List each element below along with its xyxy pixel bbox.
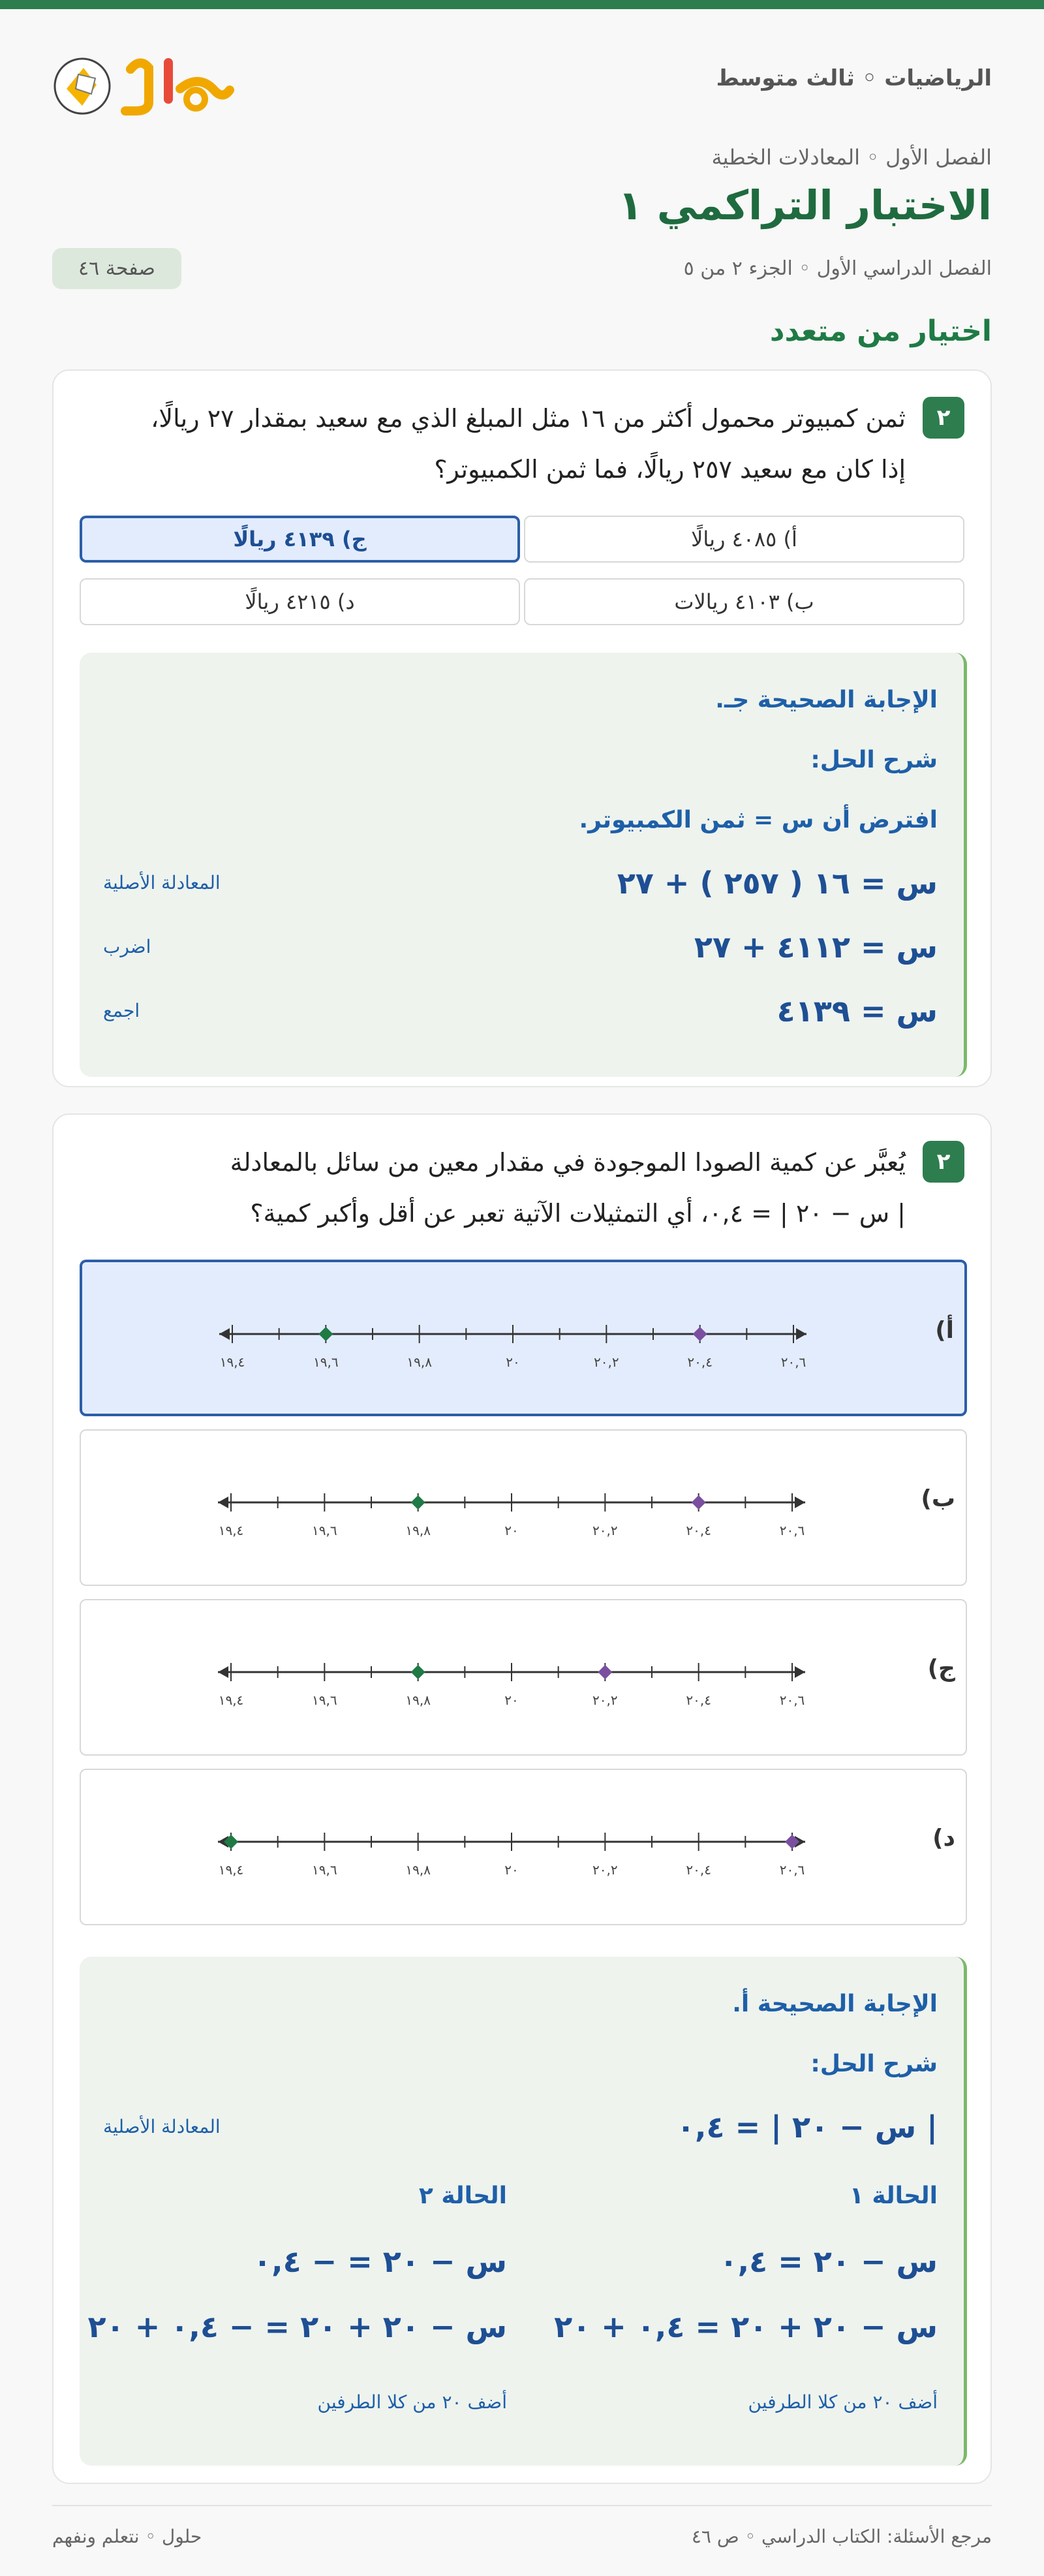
tick-label: ٢٠,٦ xyxy=(779,1692,805,1708)
case-1-equation-2: س − ٢٠ + ٢٠ = ٠,٤ + ٢٠ xyxy=(554,2309,938,2344)
tick-label: ٢٠ xyxy=(506,1354,520,1370)
solution-box-2 xyxy=(80,1957,967,2466)
case-2-heading: الحالة ٢ xyxy=(418,2182,507,2209)
left-arrow xyxy=(218,1666,228,1678)
equation-step-2: س = ٤١١٢ + ٢٧ xyxy=(694,929,938,965)
left-arrow xyxy=(218,1497,228,1508)
case-1-heading: الحالة ١ xyxy=(849,2182,938,2209)
page-title: الاختبار التراكمي ١ xyxy=(618,181,992,229)
option-b-numberline[interactable] xyxy=(80,1429,967,1586)
question-text-line-2: | س − ٢٠ | = ٠,٤، أي التمثيلات الآتية تعبر عن أقل وأكبر كمية؟ xyxy=(250,1199,906,1228)
tick-label: ١٩,٤ xyxy=(218,1692,244,1708)
case-1-equation-1: س − ٢٠ = ٠,٤ xyxy=(719,2244,938,2279)
question-number: ٢ xyxy=(923,397,964,439)
tick-label: ٢٠ xyxy=(504,1692,519,1708)
tick-label: ٢٠,٦ xyxy=(780,1354,806,1370)
option-a[interactable]: أ) ٤٠٨٥ ريالًا xyxy=(524,516,964,563)
tick-label: ١٩,٤ xyxy=(218,1862,244,1878)
option-a-numberline[interactable] xyxy=(80,1260,967,1416)
case-2-equation-2: س − ٢٠ + ٢٠ = − ٠,٤ + ٢٠ xyxy=(87,2309,507,2344)
tick-label: ١٩,٦ xyxy=(312,1862,337,1878)
right-arrow xyxy=(795,1666,805,1678)
option-c-numberline[interactable] xyxy=(80,1599,967,1756)
solution-box-1 xyxy=(80,653,967,1077)
step-note-2: اضرب xyxy=(103,936,151,957)
tick-label: ١٩,٨ xyxy=(407,1354,432,1370)
max-point xyxy=(692,1495,706,1510)
tick-label: ٢٠,٤ xyxy=(686,1692,711,1708)
footer-divider xyxy=(52,2505,992,2506)
step-note-3: اجمع xyxy=(103,1000,140,1021)
option-label: أ) xyxy=(935,1317,954,1344)
option-label: ج) xyxy=(927,1655,955,1682)
tick-label: ١٩,٨ xyxy=(405,1862,431,1878)
question-text-line-1: ثمن كمبيوتر محمول أكثر من ١٦ مثل المبلغ الذي مع سعيد بمقدار ٢٧ ريالًا، xyxy=(151,404,906,433)
tick-label: ٢٠,٢ xyxy=(594,1354,619,1370)
number-line xyxy=(192,1653,844,1724)
equation-step-3: س = ٤١٣٩ xyxy=(776,993,938,1029)
right-arrow xyxy=(796,1328,806,1340)
question-card-1 xyxy=(52,369,992,1087)
solution-assumption: افترض أن س = ثمن الكمبيوتر. xyxy=(579,807,938,833)
question-text-line-1: يُعبَّر عن كمية الصودا الموجودة في مقدار معين من سائل بالمعادلة xyxy=(230,1148,906,1177)
footer-reference: مرجع الأسئلة: الكتاب الدراسي ◦ ص ٤٦ xyxy=(691,2526,992,2547)
option-d-numberline[interactable] xyxy=(80,1769,967,1925)
tick-label: ١٩,٦ xyxy=(313,1354,339,1370)
original-equation: | س − ٢٠ | = ٠,٤ xyxy=(676,2109,938,2145)
question-text-line-2: إذا كان مع سعيد ٢٥٧ ريالًا، فما ثمن الكمبيوتر؟ xyxy=(434,455,906,484)
solution-heading: شرح الحل: xyxy=(810,747,938,773)
option-b[interactable]: ب) ٤١٠٣ ريالات xyxy=(524,578,964,625)
number-line xyxy=(193,1314,846,1386)
left-arrow xyxy=(219,1328,230,1340)
correct-answer: الإجابة الصحيحة جـ. xyxy=(715,687,938,713)
original-equation-note: المعادلة الأصلية xyxy=(103,2116,221,2137)
tick-label: ٢٠,٦ xyxy=(779,1862,805,1878)
tick-label: ٢٠,٢ xyxy=(592,1523,618,1538)
semester-info: الفصل الدراسي الأول ◦ الجزء ٢ من ٥ xyxy=(683,257,992,280)
subject-title: الرياضيات ◦ ثالث متوسط xyxy=(716,65,992,91)
tick-label: ٢٠,٦ xyxy=(779,1523,805,1538)
lesson-breadcrumb: الفصل الأول ◦ المعادلات الخطية xyxy=(711,145,992,170)
tick-label: ٢٠,٢ xyxy=(592,1692,618,1708)
max-point xyxy=(693,1327,707,1341)
tick-label: ١٩,٨ xyxy=(405,1692,431,1708)
option-label: ب) xyxy=(921,1485,955,1512)
tick-label: ١٩,٦ xyxy=(312,1523,337,1538)
page-badge: صفحة ٤٦ xyxy=(52,248,181,289)
top-accent-bar xyxy=(0,0,1044,9)
min-point xyxy=(318,1327,333,1341)
case-2-note: أضف ٢٠ من كلا الطرفين xyxy=(317,2391,507,2413)
tick-label: ٢٠ xyxy=(504,1523,519,1538)
tick-label: ١٩,٨ xyxy=(405,1523,431,1538)
tick-label: ١٩,٦ xyxy=(312,1692,337,1708)
tick-label: ١٩,٤ xyxy=(218,1523,244,1538)
min-point xyxy=(224,1835,238,1849)
case-1-note: أضف ٢٠ من كلا الطرفين xyxy=(748,2391,938,2413)
equation-step-1: س = ١٦ ( ٢٥٧ ) + ٢٧ xyxy=(617,865,938,901)
max-point xyxy=(785,1835,799,1849)
right-arrow xyxy=(795,1497,805,1508)
tick-label: ١٩,٤ xyxy=(219,1354,245,1370)
solution-heading: شرح الحل: xyxy=(810,2051,938,2077)
option-c[interactable]: ج) ٤١٣٩ ريالًا xyxy=(80,516,520,563)
max-point xyxy=(598,1665,612,1679)
option-label: د) xyxy=(932,1825,955,1852)
step-note-1: المعادلة الأصلية xyxy=(103,872,221,893)
question-number: ٢ xyxy=(923,1141,964,1183)
tick-label: ٢٠,٤ xyxy=(687,1354,713,1370)
number-line xyxy=(192,1822,844,1894)
option-d[interactable]: د) ٤٢١٥ ريالًا xyxy=(80,578,520,625)
halool-logo[interactable] xyxy=(52,43,235,121)
section-title: اختيار من متعدد xyxy=(769,315,992,348)
tick-label: ٢٠,٤ xyxy=(686,1523,711,1538)
case-2-equation-1: س − ٢٠ = − ٠,٤ xyxy=(253,2244,507,2279)
tick-label: ٢٠,٤ xyxy=(686,1862,711,1878)
question-card-2 xyxy=(52,1113,992,2484)
tick-label: ٢٠,٢ xyxy=(592,1862,618,1878)
tick-label: ٢٠ xyxy=(504,1862,519,1878)
number-line xyxy=(192,1483,844,1555)
correct-answer: الإجابة الصحيحة أ. xyxy=(732,1991,938,2017)
min-point xyxy=(411,1495,425,1510)
min-point xyxy=(411,1665,425,1679)
footer-brand[interactable]: حلول ◦ نتعلم ونفهم xyxy=(52,2526,202,2547)
